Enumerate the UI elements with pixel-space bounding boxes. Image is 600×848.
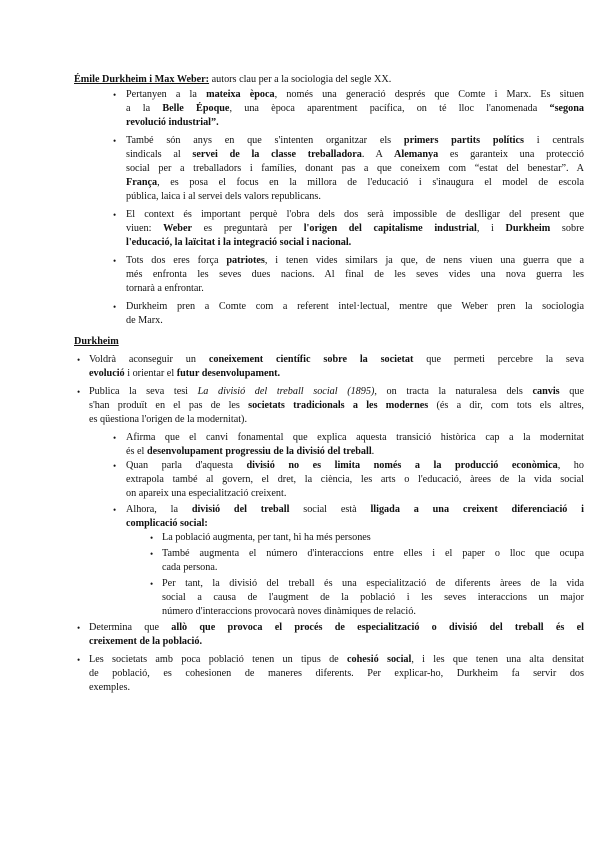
bullet-icon: •	[113, 433, 117, 443]
text-run: . A	[361, 149, 395, 160]
text-line	[126, 314, 163, 328]
text-line	[126, 487, 286, 501]
section-title-text: Durkheim	[74, 336, 119, 347]
text-run: , i	[476, 223, 506, 234]
text-run: , ho	[557, 460, 584, 471]
text-line	[89, 635, 202, 649]
bullet-icon: •	[113, 256, 117, 266]
text-line	[126, 431, 584, 445]
text-run: El context és important perquè l'obra dels dos serà impossible de deslligar del present que	[126, 209, 584, 220]
text-run: Durkheim	[505, 223, 551, 234]
bullet-icon: •	[150, 549, 154, 559]
text-run: França	[126, 177, 158, 188]
text-run: Weber	[163, 223, 192, 234]
text-line	[126, 162, 584, 176]
text-line	[89, 667, 584, 681]
text-line	[126, 503, 584, 517]
text-line	[126, 208, 584, 222]
bullet-icon: •	[113, 210, 117, 220]
text-run: Les societats amb poca població tenen un tipus de	[89, 654, 347, 665]
text-run: sobre	[550, 223, 584, 234]
text-run: creixement de la població.	[89, 636, 202, 647]
text-run: i centrals	[523, 135, 584, 146]
text-run: , on tracta la naturalesa dels	[374, 386, 533, 397]
text-run: extrapola també al govern, el dret, la ciència, les arts o l'educació, àrees de la vida social	[126, 474, 584, 485]
text-run: l'educació, la laïcitat i la integració social i nacional.	[126, 237, 352, 248]
text-line	[162, 547, 584, 561]
text-run: s'han produït en el pas de les	[89, 400, 249, 411]
bullet-icon: •	[113, 302, 117, 312]
text-run: divisió no es limita només a la producció econòmica	[246, 460, 558, 471]
text-line	[126, 473, 584, 487]
text-run: societats tradicionals a les modernes	[248, 400, 429, 411]
text-run: També augmenta el número d'interaccions entre elles i el paper o lloc que ocupa	[162, 548, 584, 559]
text-run: social a causa de l'augment de la població i les seves interaccions un major	[162, 592, 584, 603]
text-run: canvis	[532, 386, 560, 397]
text-run: Afirma que el canvi fonamental que explica aquesta transició històrica cap a la modernitat	[126, 432, 584, 443]
text-line	[126, 176, 584, 190]
text-run: Voldrà aconseguir un	[89, 354, 209, 365]
bullet-icon: •	[77, 623, 81, 633]
text-line	[126, 116, 219, 130]
text-run: cada persona.	[162, 562, 218, 573]
text-line	[89, 681, 130, 695]
text-run: pública, laica i al servei dels valors republicans.	[126, 191, 321, 202]
text-run: és el	[126, 446, 147, 457]
text-run: de població, es cohesionen de maneres diferents. Per explicar-ho, Durkheim fa servir dos	[89, 668, 584, 679]
text-run: coneixement científic sobre la societat	[208, 354, 414, 365]
text-line	[126, 148, 584, 162]
text-run: També són anys en que s'intenten organitzar els	[126, 135, 404, 146]
text-run: Per tant, la divisió del treball és una especialització de diferents àrees de la vida	[162, 578, 584, 589]
text-line	[89, 399, 584, 413]
text-line	[89, 385, 584, 399]
text-run: on apareix una especialització creixent.	[126, 488, 287, 499]
text-run: evolució	[89, 368, 125, 379]
text-run: La divisió del treball social (1895)	[197, 386, 375, 397]
text-run: Pertanyen a la	[126, 89, 207, 100]
text-line	[126, 222, 584, 236]
text-line	[126, 459, 584, 473]
text-run: número d'interaccions provocarà noves dinàmiques de relació.	[162, 606, 416, 617]
text-run: lligada a una creixent diferenciació i	[370, 504, 584, 515]
text-line	[89, 413, 247, 427]
text-run: mateixa època	[206, 89, 275, 100]
text-run: de Marx.	[126, 315, 163, 326]
text-line	[126, 300, 584, 314]
text-run: Belle Époque	[162, 103, 230, 114]
text-run: social per a treballadors i famílies, donant pas a que coneixem com “estat del benestar”. A	[126, 163, 584, 174]
section-title	[74, 335, 119, 349]
text-run: es garanteix una protecció	[438, 149, 584, 160]
bullet-icon: •	[113, 505, 117, 515]
text-run: es qüestiona l'origen de la modernitat).	[89, 414, 247, 425]
text-run: , una època aparentment pacífica, on té lloc l'anomenada	[229, 103, 550, 114]
intro-text: autors clau per a la sociologia del segle XX.	[209, 74, 392, 85]
text-run: social està	[289, 504, 371, 515]
bullet-icon: •	[150, 579, 154, 589]
text-run: més enfronta les seves dues nacions. Al final de les seves vides una nova guerra les	[126, 269, 584, 280]
text-run: Alhora, la	[126, 504, 192, 515]
text-run: Determina que	[89, 622, 172, 633]
text-run: tornarà a enfrontar.	[126, 283, 204, 294]
intro-line	[74, 73, 391, 87]
text-run: Tots dos eres força	[126, 255, 227, 266]
bullet-icon: •	[113, 461, 117, 471]
text-line	[162, 531, 371, 545]
intro-heading: Émile Durkheim i Max Weber:	[74, 74, 210, 85]
text-run: futur desenvolupament.	[176, 368, 281, 379]
text-run: Publica la seva tesi	[89, 386, 198, 397]
text-line	[89, 367, 280, 381]
bullet-icon: •	[113, 90, 117, 100]
text-run: complicació social:	[126, 518, 208, 529]
text-line	[126, 282, 204, 296]
text-line	[162, 561, 217, 575]
text-run: viuen:	[126, 223, 164, 234]
text-run: i orientar el	[124, 368, 177, 379]
text-run: a la	[126, 103, 163, 114]
text-line	[126, 102, 584, 116]
text-run: patriotes	[226, 255, 265, 266]
text-line	[126, 190, 321, 204]
text-line	[89, 653, 584, 667]
text-run: revolució industrial”.	[126, 117, 219, 128]
text-line	[162, 577, 584, 591]
text-run: exemples.	[89, 682, 131, 693]
text-run: que permeti percebre la seva	[413, 354, 584, 365]
text-run: l'origen del capitalisme industrial	[303, 223, 477, 234]
text-run: que	[559, 386, 584, 397]
text-line	[126, 88, 584, 102]
text-run: allò que provoca el procés de especialització o divisió del treball és el	[171, 622, 584, 633]
text-line	[126, 445, 374, 459]
text-run: , es posa el focus en la millora de l'educació i s'inaugura el model de escola	[157, 177, 584, 188]
text-run: , i les que tenen una alta densitat	[411, 654, 584, 665]
bullet-icon: •	[150, 533, 154, 543]
text-run: cohesió social	[347, 654, 412, 665]
bullet-icon: •	[113, 136, 117, 146]
text-line	[126, 254, 584, 268]
text-line	[89, 621, 584, 635]
text-run: .	[371, 446, 375, 457]
text-run: Quan parla d'aquesta	[126, 460, 247, 471]
text-line	[126, 268, 584, 282]
text-run: servei de la classe treballadora	[192, 149, 362, 160]
text-run: es preguntarà per	[192, 223, 304, 234]
text-line	[162, 605, 416, 619]
text-run: La població augmenta, per tant, hi ha més persones	[162, 532, 371, 543]
text-line	[89, 353, 584, 367]
text-run: desenvolupament progressiu de la divisió del treball	[146, 446, 372, 457]
text-run: Durkheim pren a Comte com a referent intel·lectual, mentre que Weber pren la sociologia	[126, 301, 584, 312]
text-run: “segona	[549, 103, 584, 114]
text-line	[126, 236, 351, 250]
text-run: sindicals al	[126, 149, 193, 160]
text-line	[162, 591, 584, 605]
bullet-icon: •	[77, 387, 81, 397]
text-run: , i tenen vides similars ja que, de nens viuen una guerra que a	[264, 255, 584, 266]
text-run: Alemanya	[394, 149, 439, 160]
text-line	[126, 134, 584, 148]
text-run: primers partits polítics	[403, 135, 524, 146]
bullet-icon: •	[77, 355, 81, 365]
text-run: (és a dir, com tots els altres,	[428, 400, 584, 411]
text-run: , només una generació després que Comte i Marx. Es situen	[274, 89, 584, 100]
bullet-icon: •	[77, 655, 81, 665]
text-run: divisió del treball	[191, 504, 290, 515]
text-line	[126, 517, 208, 531]
